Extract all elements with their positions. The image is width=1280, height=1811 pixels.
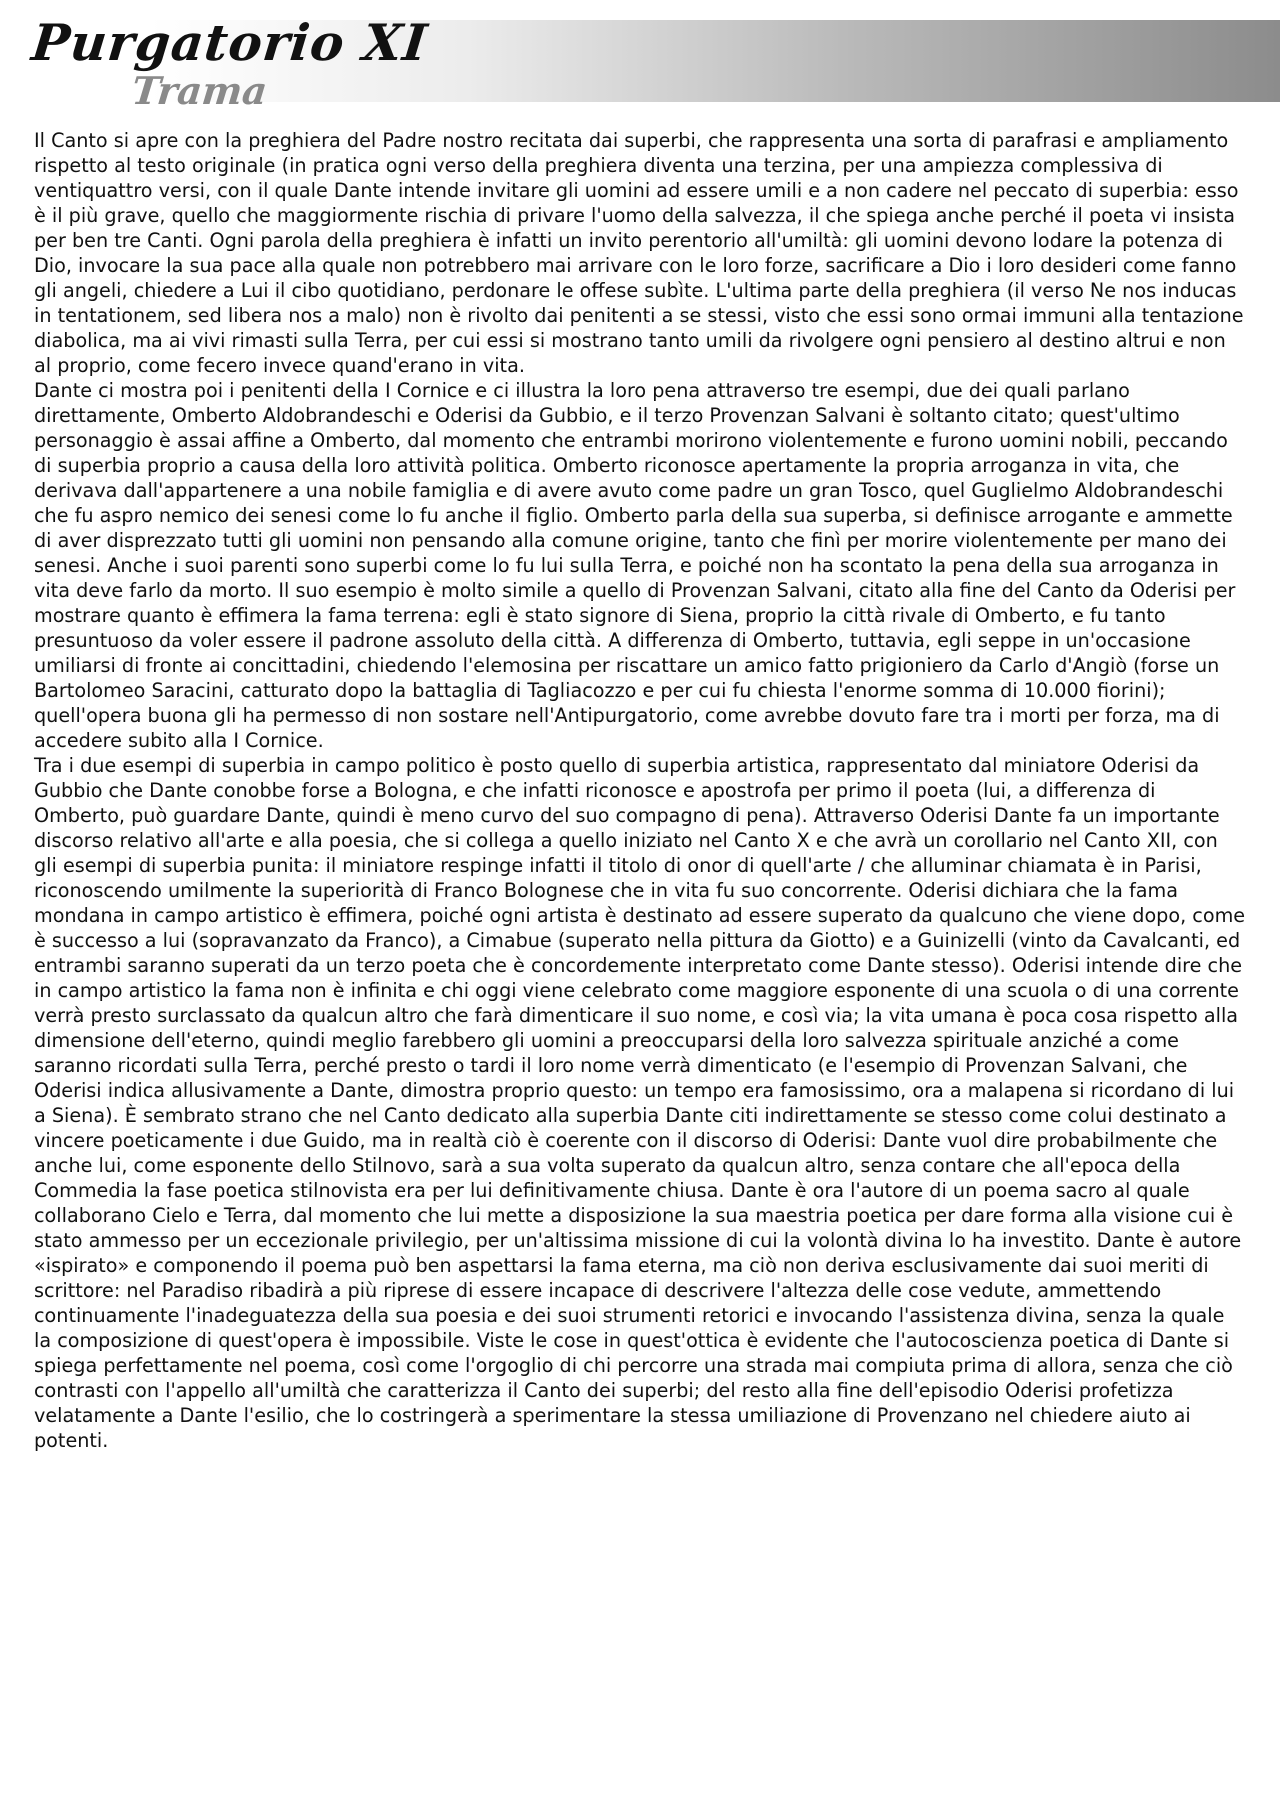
document-body	[34, 128, 1246, 1453]
page-title: Purgatorio XI	[28, 13, 431, 72]
paragraph: Dante ci mostra poi i penitenti della I Cornice e ci illustra la loro pena attraverso tre esempi, due dei quali parlano direttamente, Omberto Aldobrandeschi e Oderisi da Gubbio, e il terzo Provenzan Salvani è soltanto citato; quest'ultimo personaggio è assai affine a Omberto, dal momento che entrambi morirono violentemente e furono uomini nobili, peccando di superbia proprio a causa della loro attività politica. Omberto riconosce apertamente la propria arroganza in vita, che derivava dall'appartenere a una nobile famiglia e di avere avuto come padre un gran Tosco, quel Guglielmo Aldobrandeschi che fu aspro nemico dei senesi come lo fu anche il figlio. Omberto parla della sua superba, si definisce arrogante e ammette di aver disprezzato tutti gli uomini non pensando alla comune origine, tanto che finì per morire violentemente per mano dei senesi. Anche i suoi parenti sono superbi come lo fu lui sulla Terra, e poiché non ha scontato la pena della sua arroganza in vita deve farlo da morto. Il suo esempio è molto simile a quello di Provenzan Salvani, citato alla fine del Canto da Oderisi per mostrare quanto è effimera la fama terrena: egli è stato signore di Siena, proprio la città rivale di Omberto, e fu tanto presuntuoso da voler essere il padrone assoluto della città. A differenza di Omberto, tuttavia, egli seppe in un'occasione umiliarsi di fronte ai concittadini, chiedendo l'elemosina per riscattare un amico fatto prigioniero da Carlo d'Angiò (forse un Bartolomeo Saracini, catturato dopo la battaglia di Tagliacozzo e per cui fu chiesta l'enorme somma di 10.000 fiorini); quell'opera buona gli ha permesso di non sostare nell'Antipurgatorio, come avrebbe dovuto fare tra i morti per forza, ma di accedere subito alla I Cornice.	[34, 379, 1236, 752]
paragraph: Tra i due esempi di superbia in campo politico è posto quello di superbia artistica, rappresentato dal miniatore Oderisi da Gubbio che Dante conobbe forse a Bologna, e che infatti riconosce e apostrofa per primo il poeta (lui, a differenza di Omberto, può guardare Dante, quindi è meno curvo del suo compagno di pena). Attraverso Oderisi Dante fa un importante discorso relativo all'arte e alla poesia, che si collega a quello iniziato nel Canto X e che avrà un corollario nel Canto XII, con gli esempi di superbia punita: il miniatore respinge infatti il titolo di onor di quell'arte / che alluminar chiamata è in Parisi, riconoscendo umilmente la superiorità di Franco Bolognese che in vita fu suo concorrente. Oderisi dichiara che la fama mondana in campo artistico è effimera, poiché ogni artista è destinato ad essere superato da qualcuno che viene dopo, come è successo a lui (sopravanzato da Franco), a Cimabue (superato nella pittura da Giotto) e a Guinizelli (vinto da Cavalcanti, ed entrambi saranno superati da un terzo poeta che è concordemente interpretato come Dante stesso). Oderisi intende dire che in campo artistico la fama non è infinita e chi oggi viene celebrato come maggiore esponente di una scuola o di una corrente verrà presto surclassato da qualcun altro che farà dimenticare il suo nome, e così via; la vita umana è poca cosa rispetto alla dimensione dell'eterno, quindi meglio farebbero gli uomini a preoccuparsi della loro salvezza spirituale anziché a come saranno ricordati sulla Terra, perché presto o tardi il loro nome verrà dimenticato (e l'esempio di Provenzan Salvani, che Oderisi indica allusivamente a Dante, dimostra proprio questo: un tempo era famosissimo, ora a malapena si ricordano di lui a Siena). È sembrato strano che nel Canto dedicato alla superbia Dante citi indirettamente se stesso come colui destinato a vincere poeticamente i due Guido, ma in realtà ciò è coerente con il discorso di Oderisi: Dante vuol dire probabilmente che anche lui, come esponente dello Stilnovo, sarà a sua volta superato da qualcun altro, senza contare che all'epoca della Commedia la fase poetica stilnovista era per lui definitivamente chiusa. Dante è ora l'autore di un poema sacro al quale collaborano Cielo e Terra, dal momento che lui mette a disposizione la sua maestria poetica per dare forma alla visione cui è stato ammesso per un eccezionale privilegio, per un'altissima missione di cui la volontà divina lo ha investito. Dante è autore «ispirato» e componendo il poema può ben aspettarsi la fama eterna, ma ciò non deriva esclusivamente dai suoi meriti di scrittore: nel Paradiso ribadirà a più riprese di essere incapace di descrivere l'altezza delle cose vedute, ammettendo continuamente l'inadeguatezza della sua poesia e dei suoi strumenti retorici e invocando l'assistenza divina, senza la quale la composizione di quest'opera è impossibile. Viste le cose in quest'ottica è evidente che l'autocoscienza poetica di Dante si spiega perfettamente nel poema, così come l'orgoglio di chi percorre una strada mai compiuta prima di allora, senza che ciò contrasti con l'appello all'umiltà che caratterizza il Canto dei superbi; del resto alla fine dell'episodio Oderisi profetizza velatamente a Dante l'esilio, che lo costringerà a sperimentare la stessa umiliazione di Provenzano nel chiedere aiuto ai potenti.	[34, 754, 1246, 1452]
paragraph: Il Canto si apre con la preghiera del Padre nostro recitata dai superbi, che rappresenta una sorta di parafrasi e ampliamento rispetto al testo originale (in pratica ogni verso della preghiera diventa una terzina, per una ampiezza complessiva di ventiquattro versi, con il quale Dante intende invitare gli uomini ad essere umili e a non cadere nel peccato di superbia: esso è il più grave, quello che maggiormente rischia di privare l'uomo della salvezza, il che spiega anche perché il poeta vi insista per ben tre Canti. Ogni parola della preghiera è infatti un invito perentorio all'umiltà: gli uomini devono lodare la potenza di Dio, invocare la sua pace alla quale non potrebbero mai arrivare con le loro forze, sacrificare a Dio i loro desideri come fanno gli angeli, chiedere a Lui il cibo quotidiano, perdonare le offese subìte. L'ultima parte della preghiera (il verso Ne nos inducas in tentationem, sed libera nos a malo) non è rivolto dai penitenti a se stessi, visto che essi sono ormai immuni alla tentazione diabolica, ma ai vivi rimasti sulla Terra, per cui essi si mostrano tanto umili da rivolgere ogni pensiero al destino altrui e non al proprio, come fecero invece quand'erano in vita.	[34, 129, 1244, 377]
page-subtitle: Trama	[129, 68, 270, 113]
